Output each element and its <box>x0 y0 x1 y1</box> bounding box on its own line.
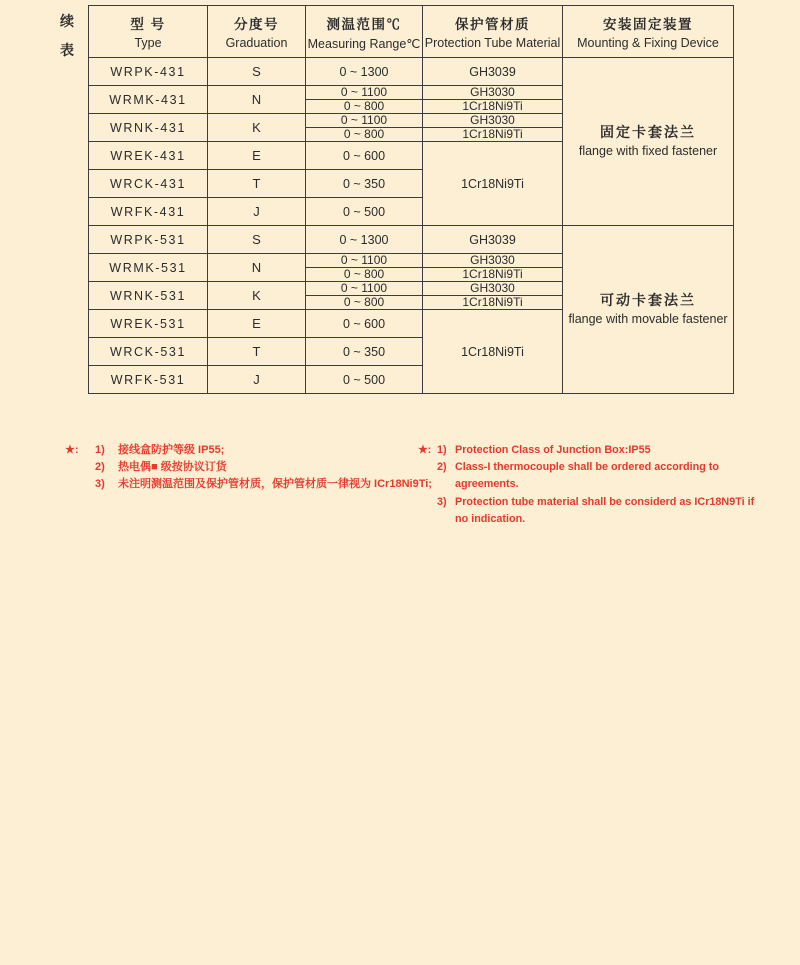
footnote-number: 3) <box>95 478 105 491</box>
type-cell: WREK-531 <box>89 310 208 338</box>
range-cell: 0 ~ 1100 <box>306 254 423 268</box>
mounting-cell <box>563 58 734 226</box>
range-cell: 0 ~ 800 <box>306 268 423 282</box>
range-cell: 0 ~ 350 <box>306 338 423 366</box>
material-cell-merged: 1Cr18Ni9Ti <box>423 310 563 394</box>
footnote-text: Protection tube material shall be considerd as ICr18N9Ti if no indication. <box>455 495 755 525</box>
material-cell: 1Cr18Ni9Ti <box>423 100 563 114</box>
material-cell-merged: 1Cr18Ni9Ti <box>423 142 563 226</box>
star-icon: ★: <box>418 444 432 456</box>
type-cell: WRCK-431 <box>89 170 208 198</box>
graduation-cell: E <box>208 142 306 170</box>
footnote-line <box>418 459 755 493</box>
type-cell: WRPK-531 <box>89 226 208 254</box>
footnote-text: 接线盒防护等级 IP55; <box>118 444 225 456</box>
header-graduation-zh: 分度号 <box>234 17 279 32</box>
footnote-line <box>65 476 435 493</box>
footnote-text: 热电偶■ 级按协议订货 <box>118 461 227 474</box>
header-measuring-range-zh: 测温范围℃ <box>326 16 402 32</box>
header-protection-tube-zh: 保护管材质 <box>455 17 530 32</box>
graduation-cell: E <box>208 310 306 338</box>
range-cell: 0 ~ 600 <box>306 142 423 170</box>
range-cell: 0 ~ 1100 <box>306 114 423 128</box>
range-cell: 0 ~ 500 <box>306 198 423 226</box>
range-cell: 0 ~ 800 <box>306 128 423 142</box>
graduation-cell: J <box>208 198 306 226</box>
mounting-cell <box>563 226 734 394</box>
footnotes-en <box>418 442 755 528</box>
range-cell: 0 ~ 1300 <box>306 58 423 86</box>
header-graduation-en: Graduation <box>225 36 288 50</box>
material-cell: GH3039 <box>423 226 563 254</box>
type-cell: WRFK-531 <box>89 366 208 394</box>
graduation-cell: T <box>208 338 306 366</box>
range-cell: 0 ~ 350 <box>306 170 423 198</box>
header-measuring-range <box>306 6 423 58</box>
footnote-text: Class-I thermocouple shall be ordered according to agreements. <box>455 461 719 491</box>
type-cell: WRNK-531 <box>89 282 208 310</box>
spec-table <box>88 5 734 394</box>
graduation-cell: S <box>208 58 306 86</box>
header-measuring-range-en: Measuring Range℃ <box>307 36 421 51</box>
type-cell: WRMK-431 <box>89 86 208 114</box>
material-cell: 1Cr18Ni9Ti <box>423 296 563 310</box>
type-cell: WREK-431 <box>89 142 208 170</box>
footnote-line <box>418 494 755 528</box>
star-icon: ★: <box>65 444 79 456</box>
table-row <box>89 58 734 86</box>
range-cell: 0 ~ 1100 <box>306 282 423 296</box>
header-mounting-en: Mounting & Fixing Device <box>577 36 719 50</box>
header-mounting-zh: 安装固定装置 <box>603 17 693 32</box>
footnote-line <box>418 442 755 459</box>
type-cell: WRFK-431 <box>89 198 208 226</box>
footnotes-zh <box>65 442 435 494</box>
type-cell: WRNK-431 <box>89 114 208 142</box>
header-protection-tube-en: Protection Tube Material <box>424 36 561 50</box>
mounting-label-en: flange with movable fastener <box>568 312 728 327</box>
range-cell: 0 ~ 800 <box>306 100 423 114</box>
header-type-zh: 型 号 <box>130 17 166 32</box>
range-cell: 0 ~ 500 <box>306 366 423 394</box>
graduation-cell: J <box>208 366 306 394</box>
mounting-label-zh: 可动卡套法兰 <box>600 292 696 309</box>
mounting-label-zh: 固定卡套法兰 <box>600 124 696 141</box>
range-cell: 0 ~ 1300 <box>306 226 423 254</box>
range-cell: 0 ~ 1100 <box>306 86 423 100</box>
table-header-row <box>89 6 734 58</box>
graduation-cell: N <box>208 86 306 114</box>
continued-table-label: 续表 <box>60 13 74 58</box>
range-cell: 0 ~ 600 <box>306 310 423 338</box>
material-cell: GH3030 <box>423 114 563 128</box>
header-mounting <box>563 6 734 58</box>
table-row <box>89 226 734 254</box>
mounting-label-en: flange with fixed fastener <box>578 144 718 159</box>
graduation-cell: K <box>208 282 306 310</box>
graduation-cell: K <box>208 114 306 142</box>
header-type <box>89 6 208 58</box>
footnote-number: 2) <box>437 461 447 474</box>
header-protection-tube <box>423 6 563 58</box>
type-cell: WRMK-531 <box>89 254 208 282</box>
range-cell: 0 ~ 800 <box>306 296 423 310</box>
footnote-number: 1) <box>437 444 447 456</box>
footnote-text: Protection Class of Junction Box:IP55 <box>455 444 651 456</box>
footnote-number: 2) <box>95 461 105 474</box>
type-cell: WRPK-431 <box>89 58 208 86</box>
footnote-text: 未注明测温范围及保护管材质，保护管材质一律视为 ICr18Ni9Ti; <box>118 478 432 491</box>
material-cell: 1Cr18Ni9Ti <box>423 128 563 142</box>
material-cell: GH3039 <box>423 58 563 86</box>
type-cell: WRCK-531 <box>89 338 208 366</box>
header-type-en: Type <box>134 36 162 50</box>
header-graduation <box>208 6 306 58</box>
footnote-number: 1) <box>95 444 105 456</box>
footnote-line <box>65 459 435 476</box>
material-cell: 1Cr18Ni9Ti <box>423 268 563 282</box>
material-cell: GH3030 <box>423 282 563 296</box>
footnote-number: 3) <box>437 495 447 508</box>
material-cell: GH3030 <box>423 254 563 268</box>
material-cell: GH3030 <box>423 86 563 100</box>
graduation-cell: T <box>208 170 306 198</box>
graduation-cell: S <box>208 226 306 254</box>
footnote-line <box>65 442 435 459</box>
graduation-cell: N <box>208 254 306 282</box>
